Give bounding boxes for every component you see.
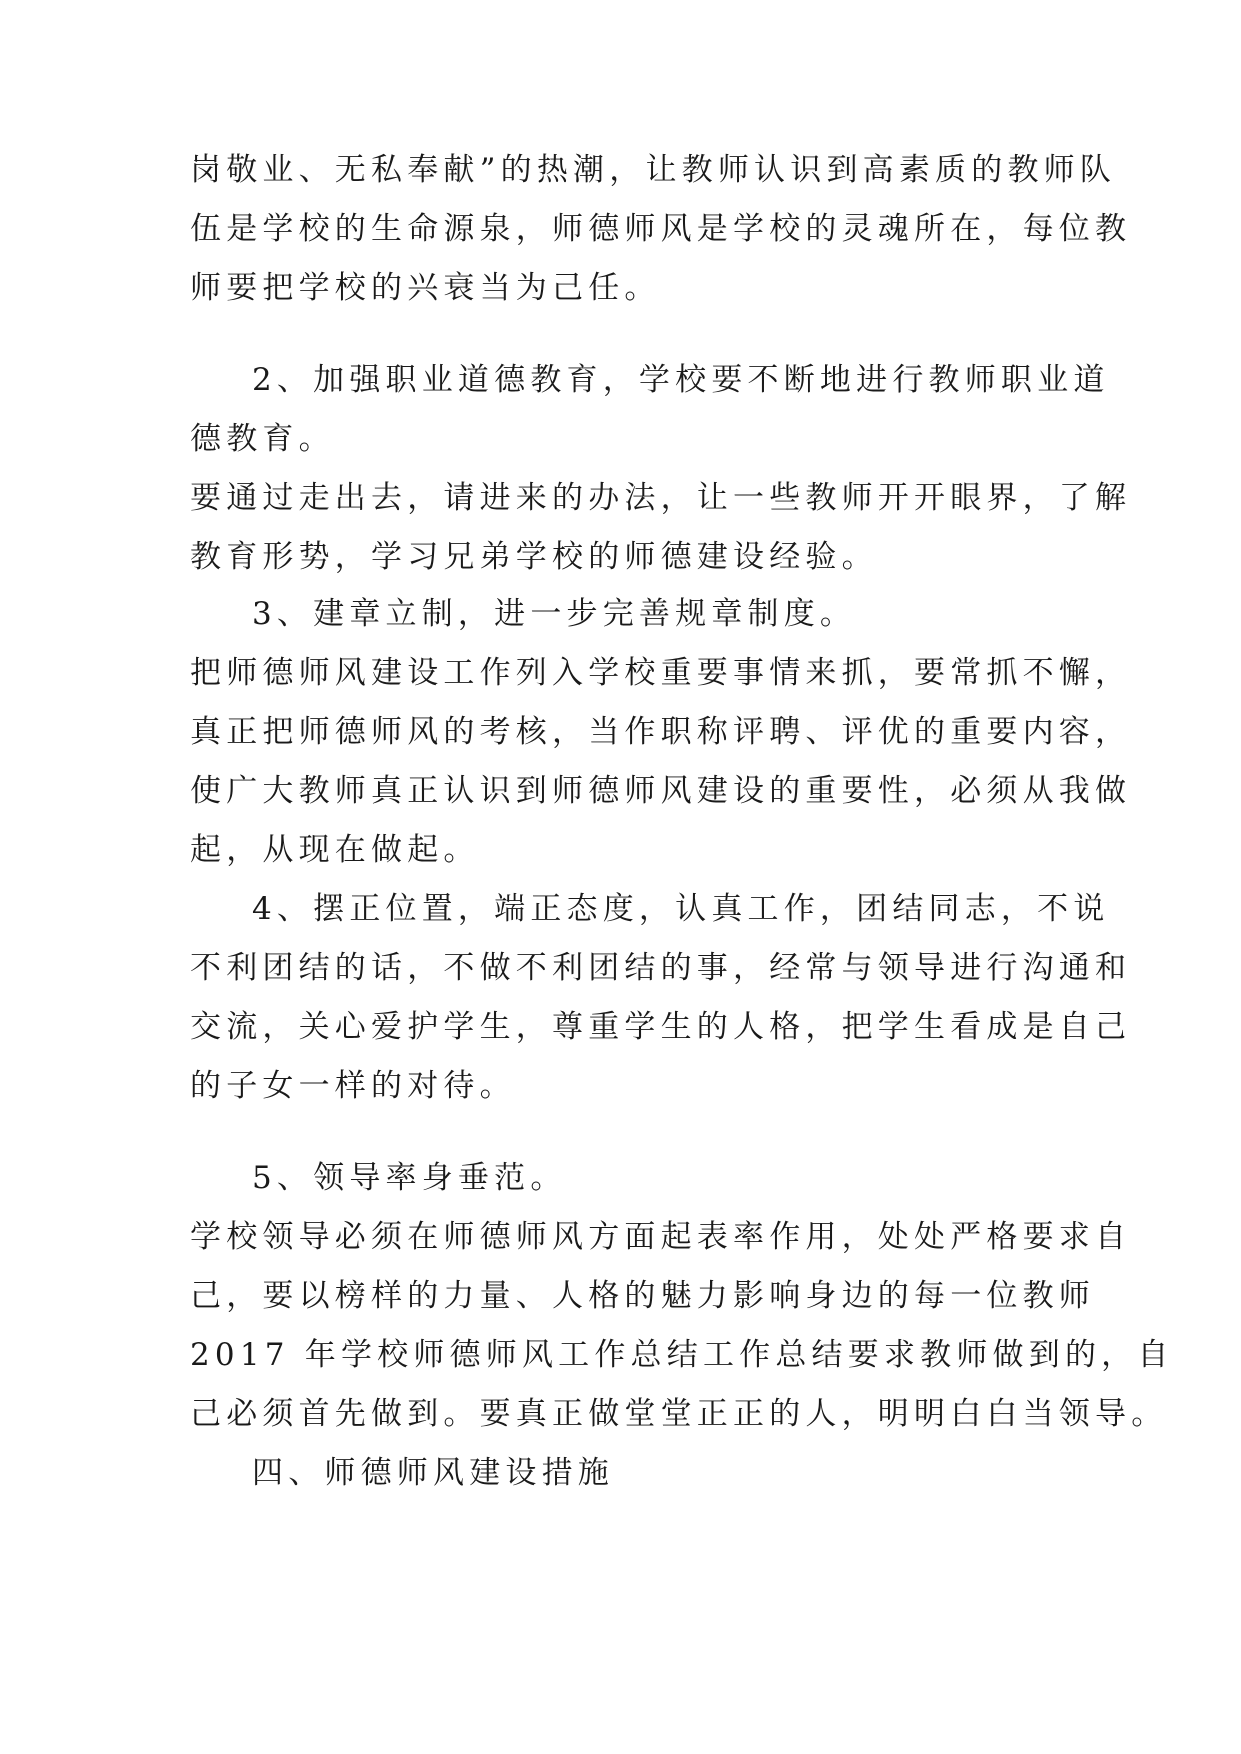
text-line: 伍是学校的生命源泉，师德师风是学校的灵魂所在，每位教 bbox=[190, 211, 1132, 247]
text-line: 教育形势，学习兄弟学校的师德建设经验。 bbox=[190, 539, 878, 575]
text-line: 岗敬业、无私奉献”的热潮，让教师认识到高素质的教师队 bbox=[190, 152, 1117, 188]
text-line: 把师德师风建设工作列入学校重要事情来抓，要常抓不懈， bbox=[190, 655, 1132, 691]
text-line: 德教育。 bbox=[190, 421, 335, 457]
text-line: 己必须首先做到。要真正做堂堂正正的人，明明白白当领导。 bbox=[190, 1396, 1168, 1432]
text-line: 3、建章立制，进一步完善规章制度。 bbox=[252, 596, 857, 632]
text-line: 不利团结的话，不做不利团结的事，经常与领导进行沟通和 bbox=[190, 950, 1132, 986]
text-line: 己，要以榜样的力量、人格的魅力影响身边的每一位教师 bbox=[190, 1278, 1095, 1314]
text-line: 2017 年学校师德师风工作总结工作总结要求教师做到的，自 bbox=[190, 1337, 1174, 1373]
text-line: 起，从现在做起。 bbox=[190, 832, 480, 868]
text-line: 四、师德师风建设措施 bbox=[252, 1455, 614, 1491]
text-line: 4、摆正位置，端正态度，认真工作，团结同志，不说 bbox=[252, 891, 1110, 927]
text-line: 真正把师德师风的考核，当作职称评聘、评优的重要内容， bbox=[190, 714, 1132, 750]
text-line: 学校领导必须在师德师风方面起表率作用，处处严格要求自 bbox=[190, 1219, 1132, 1255]
text-line: 要通过走出去，请进来的办法，让一些教师开开眼界，了解 bbox=[190, 480, 1132, 516]
text-line: 5、领导率身垂范。 bbox=[252, 1160, 567, 1196]
text-line: 交流，关心爱护学生，尊重学生的人格，把学生看成是自己 bbox=[190, 1009, 1132, 1045]
text-line: 的子女一样的对待。 bbox=[190, 1068, 516, 1104]
text-line: 2、加强职业道德教育，学校要不断地进行教师职业道 bbox=[252, 362, 1110, 398]
text-line: 使广大教师真正认识到师德师风建设的重要性，必须从我做 bbox=[190, 773, 1132, 809]
text-line: 师要把学校的兴衰当为己任。 bbox=[190, 270, 661, 306]
